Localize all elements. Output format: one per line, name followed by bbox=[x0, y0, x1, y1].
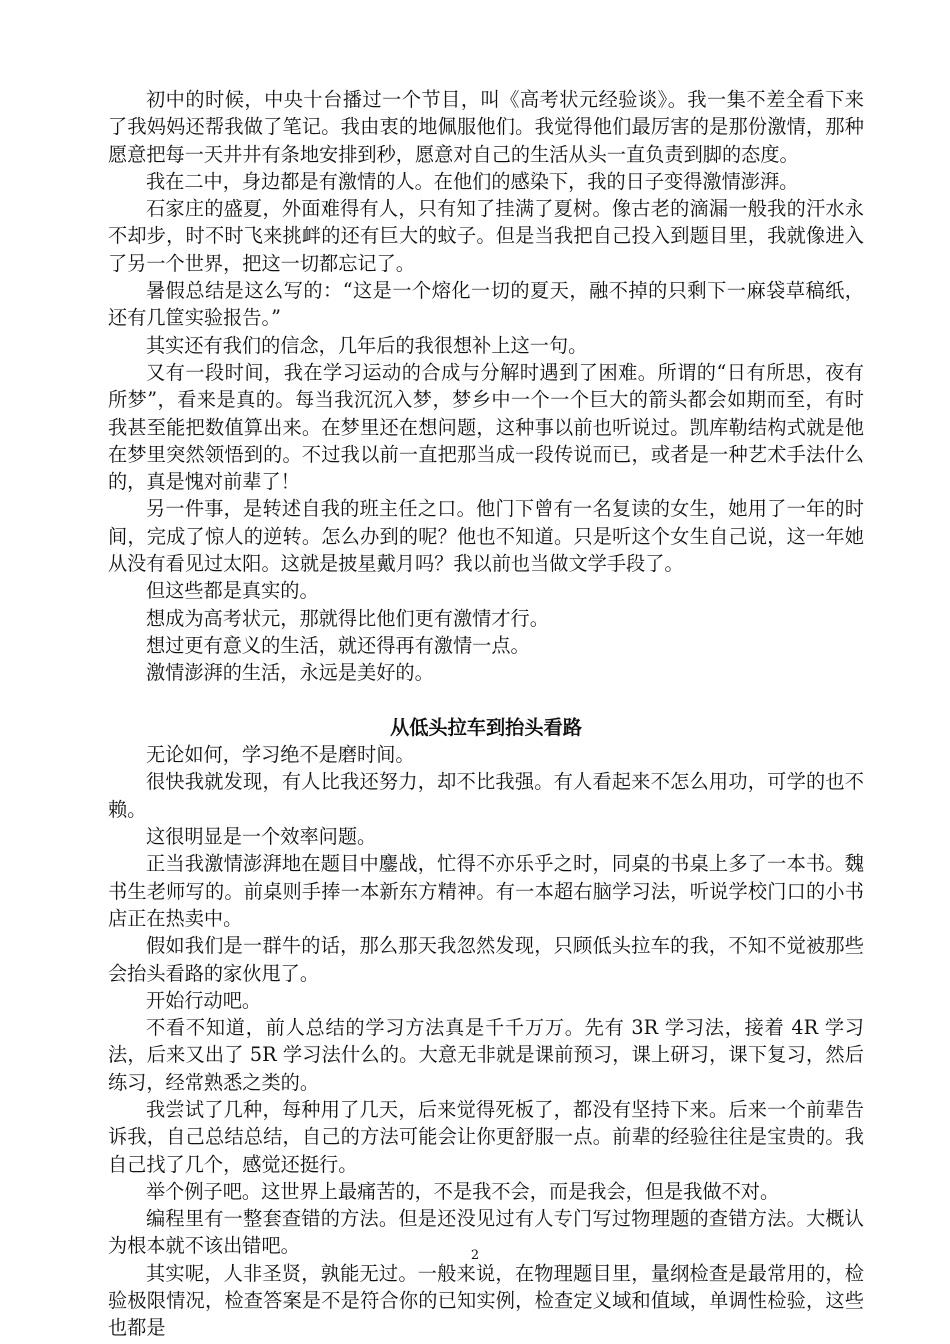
paragraph: 这很明显是一个效率问题。 bbox=[146, 825, 377, 849]
paragraph: 又有一段时间，我在学习运动的合成与分解时遇到了困难。所谓的“日有所思，夜有所梦”，看来是真的。每当我沉沉入梦，梦乡中一个一个巨大的箭头都会如期而至，有时我甚至能把数值算出来。在梦里还在想问题，这种事以前也听说过。凯库勒结构式就是他在梦里突然领悟到的。不过我以前一直把那当成一段传说而已，或者是一种艺术手法什么的，真是愧对前辈了！ bbox=[108, 360, 864, 494]
paragraph: 开始行动吧。 bbox=[146, 988, 262, 1012]
paragraph: 想过更有意义的生活，就还得再有激情一点。 bbox=[146, 633, 530, 657]
page-number: 2 bbox=[470, 1248, 480, 1263]
paragraph: 我尝试了几种，每种用了几天，后来觉得死板了，都没有坚持下来。后来一个前辈告诉我，自己总结总结，自己的方法可能会让你更舒服一点。前辈的经验往往是宝贵的。我自己找了几个，感觉还挺行。 bbox=[108, 1097, 864, 1176]
paragraph: 激情澎湃的生活，永远是美好的。 bbox=[146, 661, 434, 685]
paragraph: 正当我激情澎湃地在题目中鏖战，忙得不亦乐乎之时，同桌的书桌上多了一本书。魏书生老师写的。前桌则手捧一本新东方精神。有一本超右脑学习法，听说学校门口的小书店正在热卖中。 bbox=[108, 852, 864, 930]
paragraph: 石家庄的盛夏，外面难得有人，只有知了挂满了夏树。像古老的滴漏一般我的汗水永不却步，时不时飞来挑衅的还有巨大的蚊子。但是当我把自己投入到题目里，我就像进入了另一个世界，把这一切都忘记了。 bbox=[108, 197, 864, 275]
paragraph: 另一件事，是转述自我的班主任之口。他门下曾有一名复读的女生，她用了一年的时间，完成了惊人的逆转。怎么办到的呢？他也不知道。只是听这个女生自己说，这一年她从没有看见过太阳。这就是披星戴月吗？我以前也当做文学手段了。 bbox=[108, 497, 864, 576]
section-passion bbox=[108, 86, 864, 687]
paragraph: 编程里有一整套查错的方法。但是还没见过有人专门写过物理题的查错方法。大概认为根本就不该出错吧。 bbox=[108, 1207, 864, 1258]
paragraph: 很快我就发现，有人比我还努力，却不比我强。有人看起来不怎么用功，可学的也不赖。 bbox=[108, 770, 864, 821]
paragraph: 但这些都是真实的。 bbox=[146, 579, 319, 603]
document-page bbox=[108, 86, 864, 1342]
paragraph: 举个例子吧。这世界上最痛苦的，不是我不会，而是我会，但是我做不对。 bbox=[146, 1179, 780, 1203]
paragraph: 想成为高考状元，那就得比他们更有激情才行。 bbox=[146, 606, 549, 630]
paragraph: 初中的时候，中央十台播过一个节目，叫《高考状元经验谈》。我一集不差全看下来了我妈妈还帮我做了笔记。我由衷的地佩服他们。我觉得他们最厉害的是那份激情，那种愿意把每一天井井有条地安排到秒，愿意对自己的生活从头一直负责到脚的态度。 bbox=[108, 88, 864, 166]
section-heading: 从低头拉车到抬头看路 bbox=[390, 715, 582, 739]
paragraph: 不看不知道，前人总结的学习方法真是千千万万。先有 3R 学习法，接着 4R 学习法，后来又出了 5R 学习法什么的。大意无非就是课前预习，课上研习，课下复习，然后练习，经常熟悉之类的。 bbox=[108, 1016, 864, 1094]
paragraph: 假如我们是一群牛的话，那么那天我忽然发现，只顾低头拉车的我，不知不觉被那些会抬头看路的家伙甩了。 bbox=[108, 934, 864, 985]
paragraph: 其实呢，人非圣贤，孰能无过。一般来说，在物理题目里，量纲检查是最常用的，检验极限情况，检查答案是不是符合你的已知实例，检查定义域和值域，单调性检验，这些也都是 bbox=[108, 1261, 864, 1340]
paragraph: 我在二中，身边都是有激情的人。在他们的感染下，我的日子变得激情澎湃。 bbox=[146, 169, 799, 193]
paragraph: 无论如何，学习绝不是磨时间。 bbox=[146, 743, 415, 767]
paragraph: 暑假总结是这么写的：“这是一个熔化一切的夏天，融不掉的只剩下一麻袋草稿纸，还有几筐实验报告。” bbox=[108, 279, 864, 330]
paragraph: 其实还有我们的信念，几年后的我很想补上这一句。 bbox=[146, 333, 588, 357]
